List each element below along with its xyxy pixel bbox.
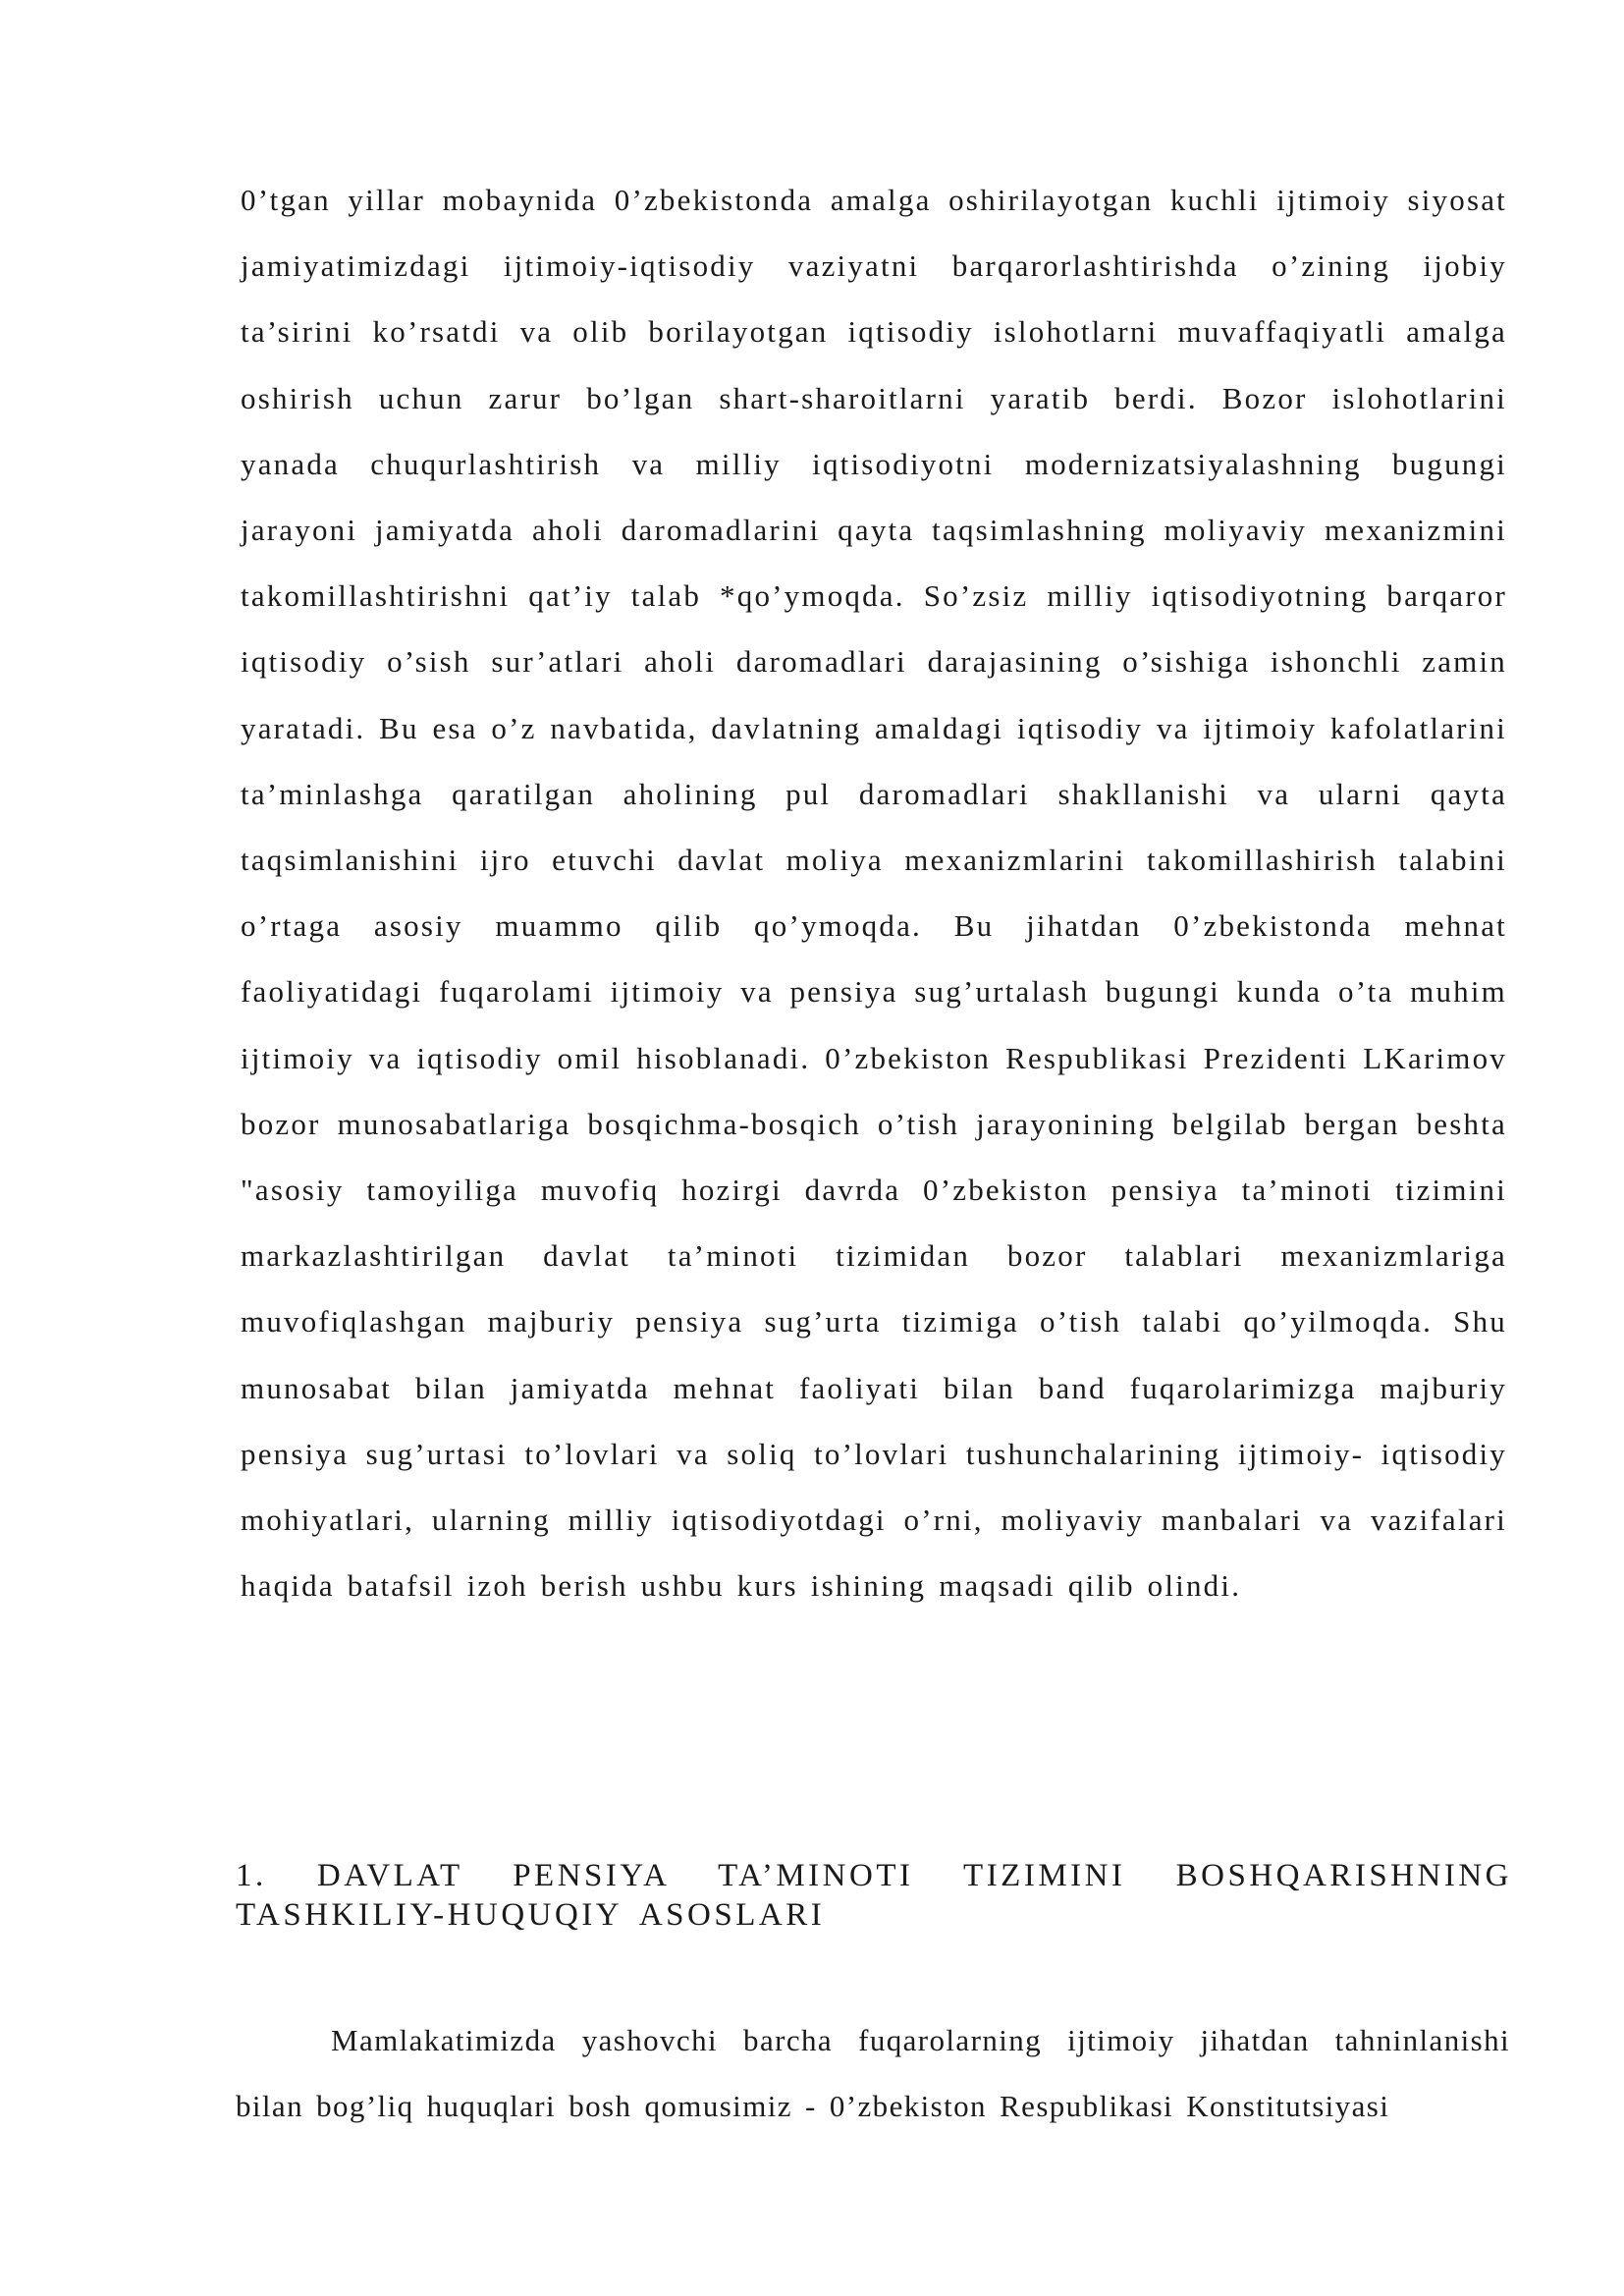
intro-paragraph: 0’tgan yillar mobaynida 0’zbekistonda amalga oshirilayotgan kuchli ijtimoiy siyosat jamiyatimizdagi ijtimoiy-iqtisodiy vaziyatni barqarorlashtirishda o’zining ijobiy ta’sirini ko’rsatdi va olib borilayotgan iqtisodiy islohotlarni muvaffaqiyatli amalga oshirish uchun zarur bo’lgan shart-sharoitlarni yaratib berdi. Bozor islohotlarini yanada chuqurlashtirish va milliy iqtisodiyotni modernizatsiyalashning bugungi jarayoni jamiyatda aholi daromadlarini qayta taqsimlashning moliyaviy mexanizmini takomillashtirishni qat’iy talab *qo’ymoqda. So’zsiz milliy iqtisodiyotning barqaror iqtisodiy o’sish sur’atlari aholi daromadlari darajasining o’sishiga ishonchli zamin yaratadi. Bu esa o’z navbatida, davlatning amaldagi iqtisodiy va ijtimoiy kafolatlarini ta’minlashga qaratilgan aholining pul daromadlari shakllanishi va ularni qayta taqsimlanishini ijro etuvchi davlat moliya mexanizmlarini takomillashirish talabini o’rtaga asosiy muammo qilib qo’ymoqda. Bu jihatdan 0’zbekistonda mehnat faoliyatidagi fuqarolami ijtimoiy va pensiya sug’urtalash bugungi kunda o’ta muhim ijtimoiy va iqtisodiy omil hisoblanadi. 0’zbekiston Respublikasi Prezidenti LKarimov bozor munosabatlariga bosqichma-bosqich o’tish jarayonining belgilab bergan beshta "asosiy tamoyiliga muvofiq hozirgi davrda 0’zbekiston pensiya ta’minoti tizimini markazlashtirilgan davlat ta’minoti tizimidan bozor talablari mexanizmlariga muvofiqlashgan majburiy pensiya sug’urta tizimiga o’tish talabi qo’yilmoqda. Shu munosabat bilan jamiyatda mehnat faoliyati bilan band fuqarolarimizga majburiy pensiya sug’urtasi to’lovlari va soliq to’lovlari tushunchalarining ijtimoiy- iqtisodiy mohiyatlari, ularning milliy iqtisodiyotdagi o’rni, moliyaviy manbalari va vazifalari haqida batafsil izoh berish ushbu kurs ishining maqsadi qilib olindi. [241, 183, 1507, 1604]
section-heading: 1. DAVLAT PENSIYA TA’MINOTI TIZIMINI BOSHQARISHNING TASHKILIY-HUQUQIY ASOSLARI [236, 1858, 1512, 1933]
section-paragraph: Mamlakatimizda yashovchi barcha fuqarolarning ijtimoiy jihatdan tahninlanishi bilan bog’liq huquqlari bosh qomusimiz - 0’zbekiston Respublikasi Konstitutsiyasi [236, 2023, 1510, 2123]
